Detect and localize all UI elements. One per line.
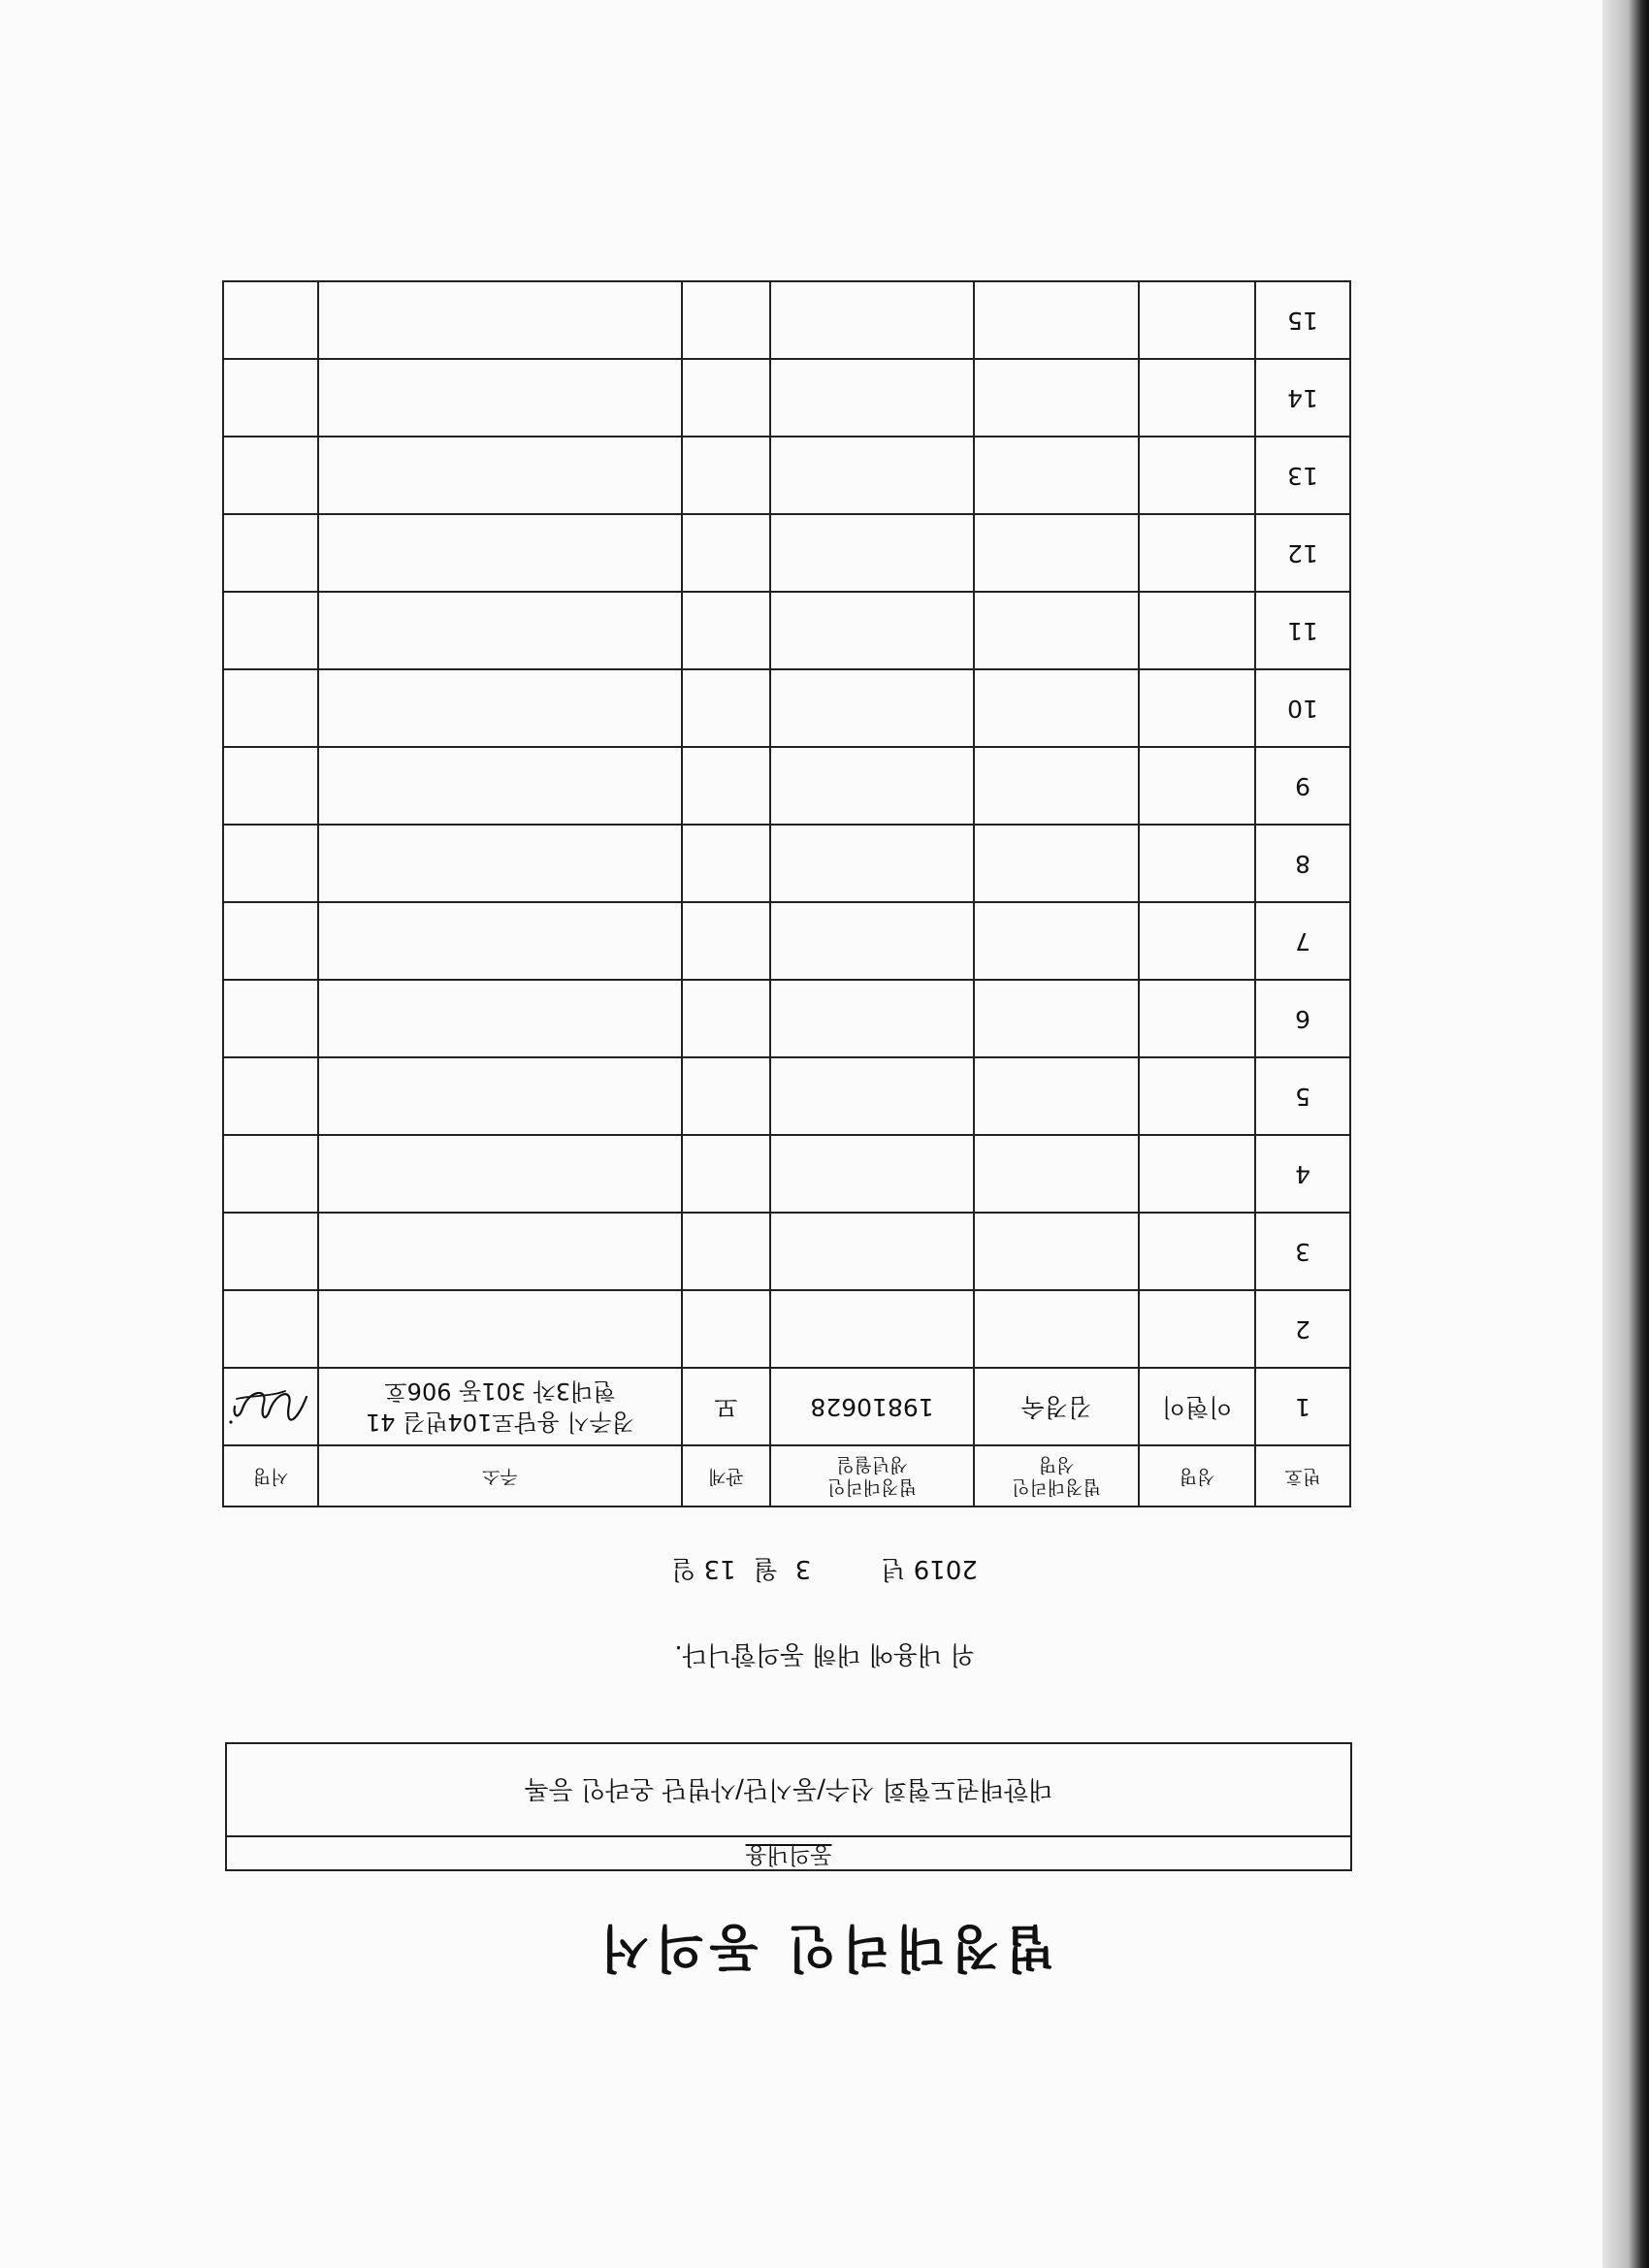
cell-name <box>1139 592 1255 669</box>
cell-signature <box>223 514 318 592</box>
table-row <box>223 902 1350 980</box>
cell-guardian-birth <box>770 902 974 980</box>
cell-signature <box>223 437 318 514</box>
cell-guardian-birth <box>770 359 974 437</box>
cell-number: 12 <box>1255 514 1350 592</box>
cell-guardian-birth <box>770 669 974 747</box>
cell-guardian-name <box>974 1213 1139 1290</box>
cell-guardian-name: 김경숙 <box>974 1368 1139 1445</box>
cell-name <box>1139 669 1255 747</box>
date-day: 13 <box>703 1554 736 1583</box>
cell-number: 2 <box>1255 1290 1350 1368</box>
document-title: 법정대리인 동의서 <box>595 1918 1054 1976</box>
cell-name <box>1139 980 1255 1057</box>
cell-signature <box>223 1368 318 1445</box>
cell-signature <box>223 1135 318 1213</box>
cell-guardian-birth <box>770 825 974 902</box>
table-row <box>223 1135 1350 1213</box>
cell-name <box>1139 514 1255 592</box>
cell-signature <box>223 747 318 825</box>
cell-name: 이현이 <box>1139 1368 1255 1445</box>
cell-guardian-name <box>974 980 1139 1057</box>
cell-number: 13 <box>1255 437 1350 514</box>
cell-guardian-birth <box>770 514 974 592</box>
consent-header-label: 동의내용 <box>745 1842 832 1867</box>
cell-guardian-birth <box>770 980 974 1057</box>
cell-number: 6 <box>1255 980 1350 1057</box>
cell-address <box>318 359 682 437</box>
cell-name <box>1139 1135 1255 1213</box>
cell-relation <box>682 1057 770 1135</box>
cell-relation <box>682 980 770 1057</box>
cell-signature <box>223 825 318 902</box>
cell-number: 15 <box>1255 281 1350 359</box>
cell-name <box>1139 1290 1255 1368</box>
cell-guardian-name <box>974 825 1139 902</box>
table-row <box>223 1213 1350 1290</box>
table-body <box>223 281 1350 1445</box>
cell-signature <box>223 1290 318 1368</box>
table-row <box>223 437 1350 514</box>
cell-number: 3 <box>1255 1213 1350 1290</box>
cell-address <box>318 1290 682 1368</box>
cell-address <box>318 669 682 747</box>
cell-address <box>318 437 682 514</box>
cell-name <box>1139 902 1255 980</box>
cell-guardian-name <box>974 437 1139 514</box>
cell-relation <box>682 825 770 902</box>
table-header-col-signature: 서명 <box>223 1445 318 1507</box>
date-month-unit: 월 <box>753 1554 778 1583</box>
table-row <box>223 747 1350 825</box>
cell-name <box>1139 1057 1255 1135</box>
cell-number: 4 <box>1255 1135 1350 1213</box>
cell-guardian-name <box>974 1135 1139 1213</box>
cell-guardian-birth <box>770 1135 974 1213</box>
cell-relation <box>682 669 770 747</box>
cell-address <box>318 514 682 592</box>
cell-guardian-name <box>974 1057 1139 1135</box>
cell-address <box>318 825 682 902</box>
cell-relation <box>682 1135 770 1213</box>
table-header-col-guardian-name: 법정대리인 성명 <box>974 1445 1139 1507</box>
table-row <box>223 825 1350 902</box>
cell-guardian-birth <box>770 592 974 669</box>
cell-name <box>1139 437 1255 514</box>
date-year: 2019 <box>913 1554 978 1583</box>
cell-guardian-birth <box>770 1213 974 1290</box>
table-row <box>223 669 1350 747</box>
cell-relation <box>682 1290 770 1368</box>
cell-guardian-birth: 19810628 <box>770 1368 974 1445</box>
cell-relation <box>682 1213 770 1290</box>
consent-header <box>227 1835 1350 1869</box>
consent-content: 대한태권도협회 선수/동시단/사범단 온라인 등록 <box>524 1774 1053 1803</box>
cell-address <box>318 1135 682 1213</box>
table-header-row <box>223 1445 1350 1507</box>
cell-address <box>318 1057 682 1135</box>
cell-relation <box>682 747 770 825</box>
cell-number: 14 <box>1255 359 1350 437</box>
cell-relation <box>682 281 770 359</box>
cell-relation <box>682 359 770 437</box>
cell-signature <box>223 980 318 1057</box>
cell-number: 10 <box>1255 669 1350 747</box>
cell-name <box>1139 825 1255 902</box>
handwritten-signature <box>227 1377 314 1436</box>
cell-address <box>318 592 682 669</box>
table-row <box>223 359 1350 437</box>
date-day-unit: 일 <box>671 1554 696 1583</box>
cell-signature <box>223 281 318 359</box>
cell-guardian-birth <box>770 747 974 825</box>
cell-address <box>318 1213 682 1290</box>
cell-relation <box>682 437 770 514</box>
cell-guardian-birth <box>770 437 974 514</box>
cell-guardian-name <box>974 747 1139 825</box>
cell-guardian-name <box>974 592 1139 669</box>
cell-number: 5 <box>1255 1057 1350 1135</box>
cell-number: 8 <box>1255 825 1350 902</box>
table-row <box>223 1057 1350 1135</box>
consent-box <box>225 1742 1352 1871</box>
cell-address <box>318 281 682 359</box>
cell-address <box>318 747 682 825</box>
cell-name <box>1139 1213 1255 1290</box>
cell-signature <box>223 592 318 669</box>
table-row <box>223 281 1350 359</box>
cell-relation: 모 <box>682 1368 770 1445</box>
cell-name <box>1139 747 1255 825</box>
cell-relation <box>682 902 770 980</box>
agreement-statement: 위 내용에 대해 동의합니다. <box>674 1639 975 1669</box>
table-row <box>223 1368 1350 1445</box>
cell-guardian-name <box>974 1290 1139 1368</box>
table-row <box>223 592 1350 669</box>
cell-number: 7 <box>1255 902 1350 980</box>
cell-guardian-birth <box>770 1290 974 1368</box>
cell-signature <box>223 1213 318 1290</box>
cell-guardian-birth <box>770 281 974 359</box>
table-header-col-relation: 관계 <box>682 1445 770 1507</box>
cell-number: 9 <box>1255 747 1350 825</box>
cell-name <box>1139 359 1255 437</box>
cell-guardian-name <box>974 281 1139 359</box>
date-month: 3 <box>794 1554 812 1583</box>
table-header-col-address: 주소 <box>318 1445 682 1507</box>
cell-address <box>318 902 682 980</box>
table-header-col-name: 성명 <box>1139 1445 1255 1507</box>
cell-name <box>1139 281 1255 359</box>
table-header-col-guardian-birth: 법정대리인 생년월일 <box>770 1445 974 1507</box>
cell-guardian-birth <box>770 1057 974 1135</box>
cell-relation <box>682 514 770 592</box>
cell-signature <box>223 359 318 437</box>
cell-signature <box>223 669 318 747</box>
cell-guardian-name <box>974 514 1139 592</box>
cell-number: 11 <box>1255 592 1350 669</box>
cell-guardian-name <box>974 902 1139 980</box>
cell-address <box>318 980 682 1057</box>
table-header-col-number: 번호 <box>1255 1445 1350 1507</box>
cell-relation <box>682 592 770 669</box>
table-row <box>223 1290 1350 1368</box>
date-year-unit: 년 <box>881 1554 906 1583</box>
cell-guardian-name <box>974 669 1139 747</box>
cell-address: 경주시 용담로104번길 41 현대3차 301동 906호 <box>318 1368 682 1445</box>
guardian-table <box>222 280 1351 1507</box>
date-line <box>0 1553 1649 1589</box>
table-row <box>223 980 1350 1057</box>
table-row <box>223 514 1350 592</box>
cell-number: 1 <box>1255 1368 1350 1445</box>
cell-signature <box>223 902 318 980</box>
cell-signature <box>223 1057 318 1135</box>
cell-guardian-name <box>974 359 1139 437</box>
